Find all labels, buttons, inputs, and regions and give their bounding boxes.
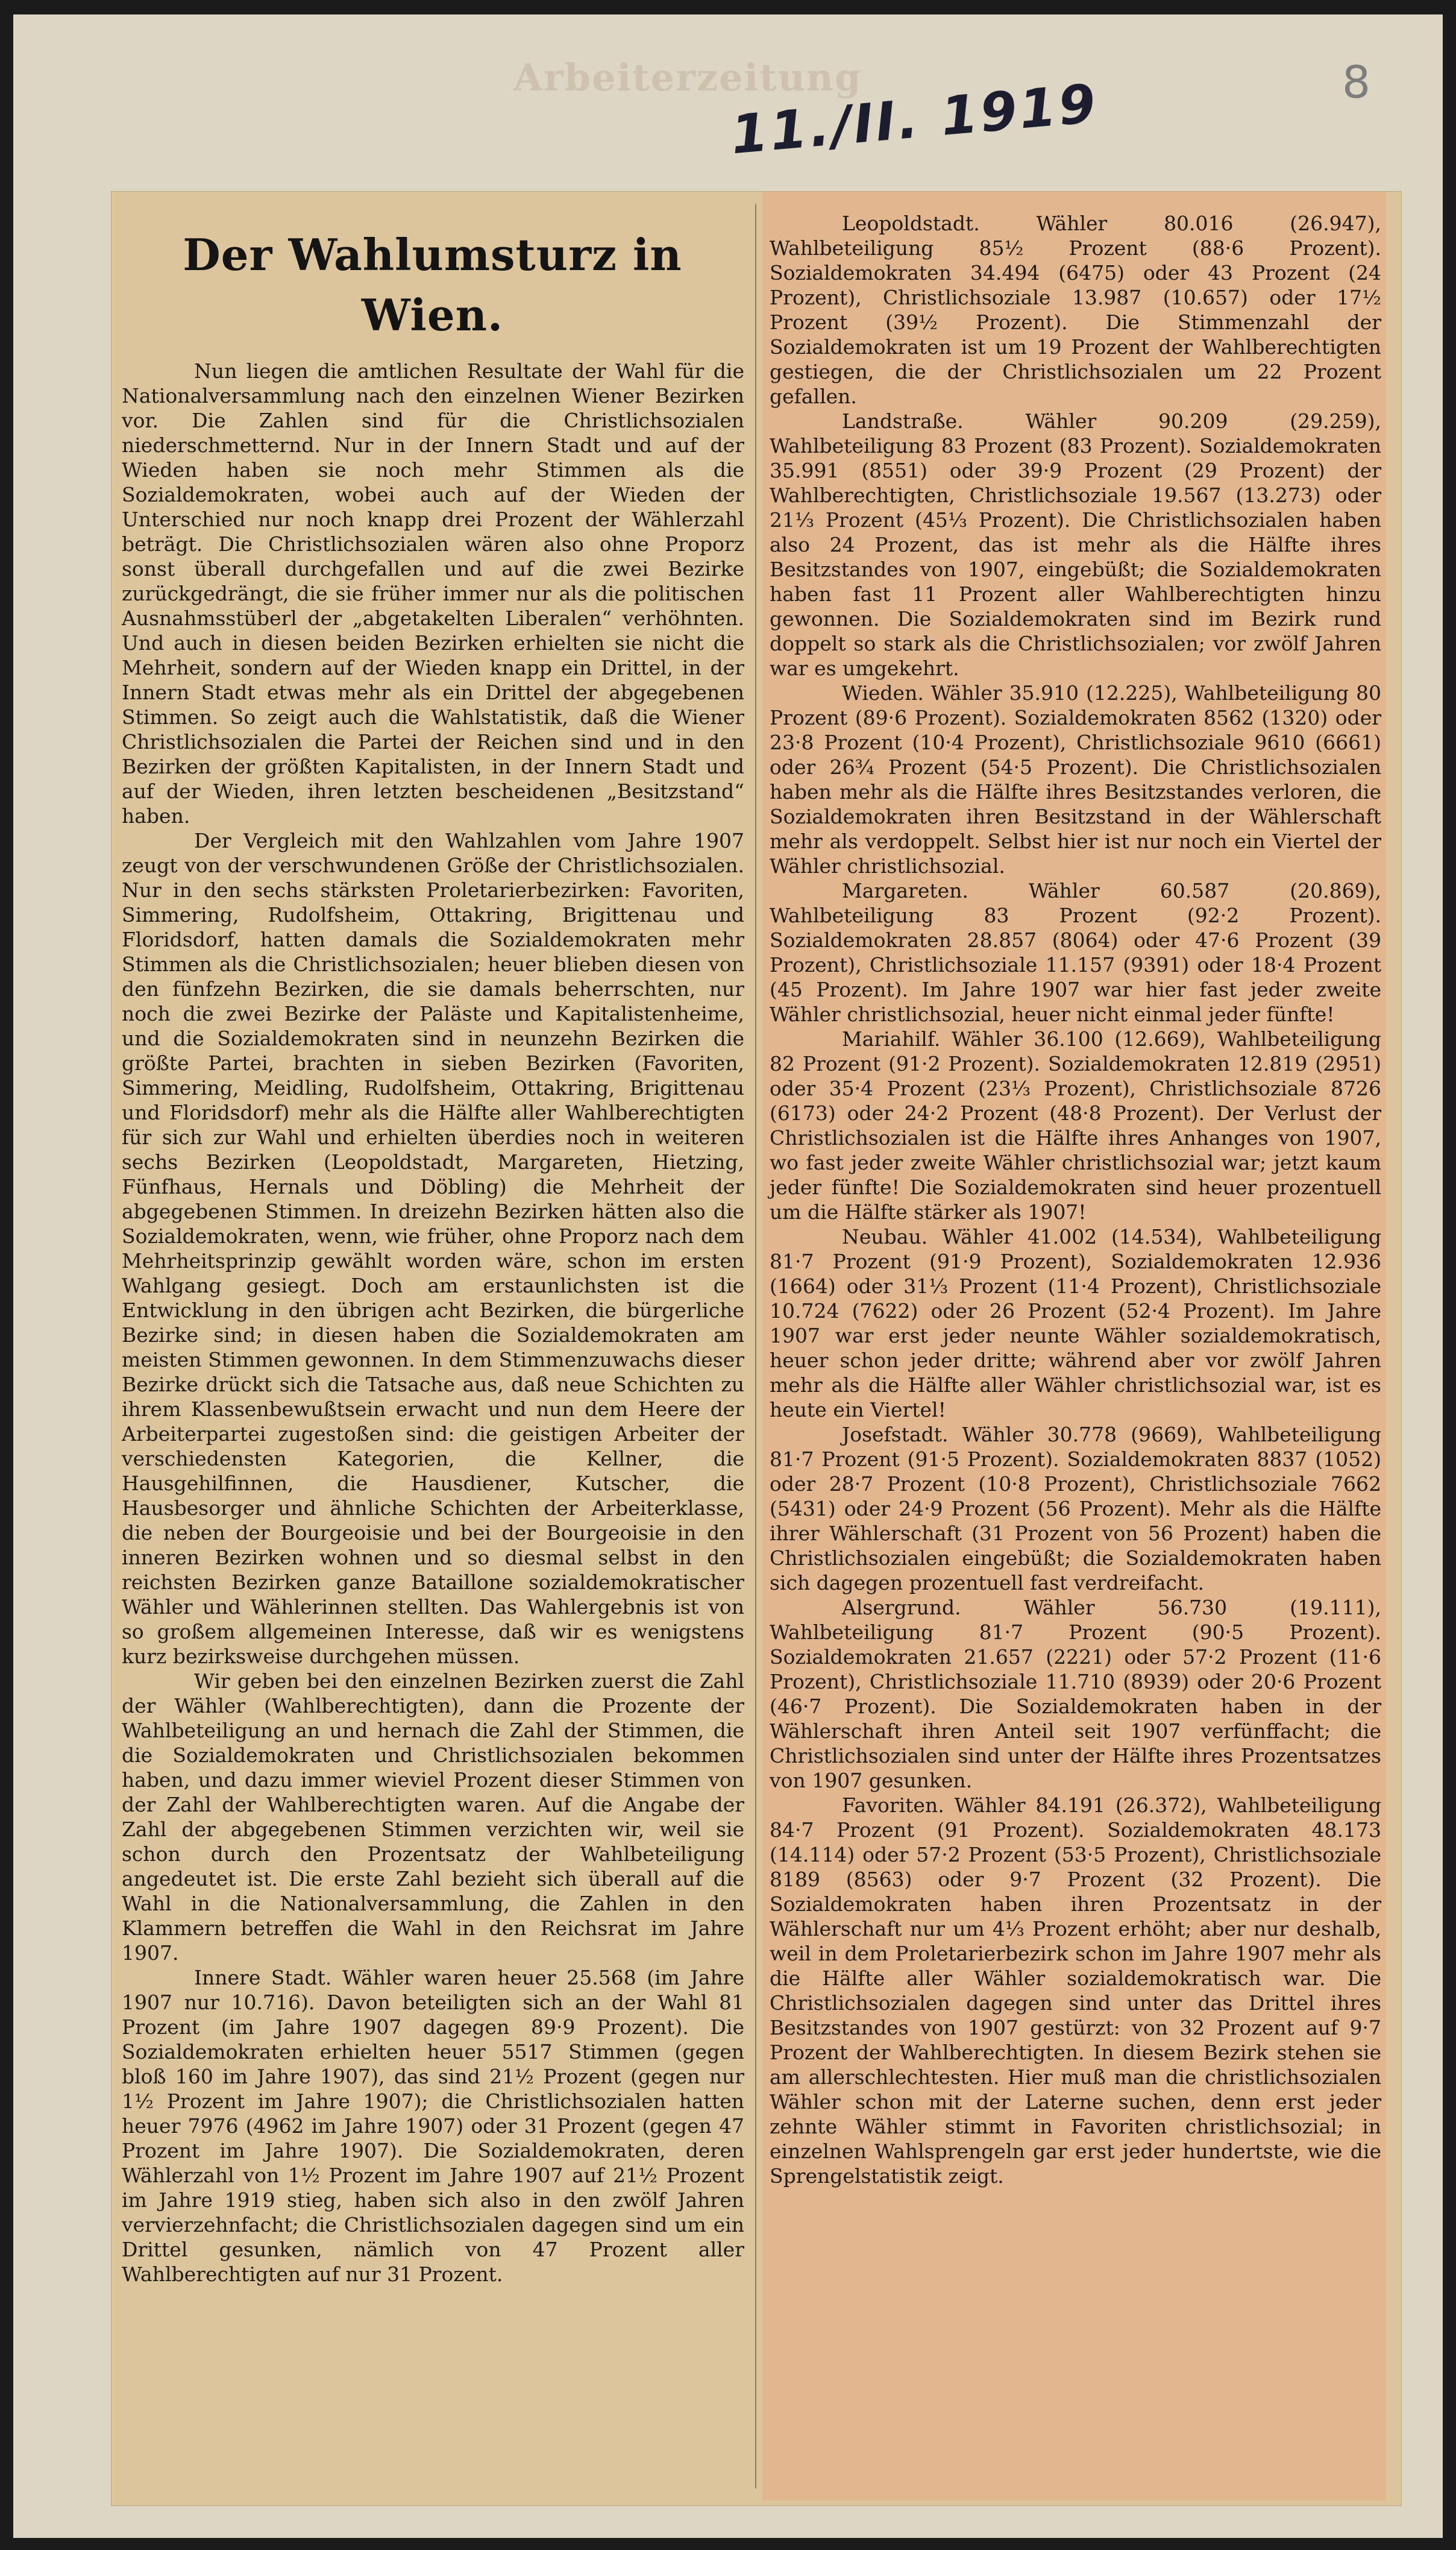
article-headline: Der Wahlumsturz in Wien. — [183, 229, 682, 341]
district-paragraph-mariahilf: Mariahilf. Wähler 36.100 (12.669), Wahlbeteiligung 82 Prozent (91·2 Prozent). Sozialdemokraten 12.819 (2951) oder 35·4 Prozent (23⅓ Prozent), Christlichsoziale 8726 (6173) oder 24·2 Prozent (48·8 Prozent). Der Verlust der Christlichsozialen ist die Hälfte ihres Anhanges von 1907, wo fast jeder zweite Wähler christlichsozial war; jetzt kaum jeder fünfte! Die Sozialdemokraten sind heuer prozentuell um die Hälfte stärker als 1907! — [770, 1027, 1381, 1224]
article-paragraph: Der Vergleich mit den Wahlzahlen vom Jahre 1907 zeugt von der verschwundenen Größe der Christlichsozialen. Nur in den sechs stärksten Proletarierbezirken: Favoriten, Simmering, Rudolfsheim, Ottakring, Brigittenau und Floridsdorf, hatten damals die Sozialdemokraten mehr Stimmen als die Christlichsozialen; heuer blieben diesen von den fünfzehn Bezirken, die sie damals beherrschten, nur noch die zwei Bezirke der Paläste und Kapitalistenheime, und die Sozialdemokraten sind in neunzehn Bezirken die größte Partei, brachten in sieben Bezirken (Favoriten, Simmering, Meidling, Rudolfsheim, Ottakring, Brigittenau und Floridsdorf) mehr als die Hälfte aller Wahlberechtigten für sich zur Wahl und erhielten überdies noch in weiteren sechs Bezirken (Leopoldstadt, Margareten, Hietzing, Fünfhaus, Hernals und Döbling) die Mehrheit der abgegebenen Stimmen. In dreizehn Bezirken hätten also die Sozialdemokraten, wenn, wie früher, ohne Proporz nach dem Mehrheitsprinzip gewählt worden wäre, schon im ersten Wahlgang gesiegt. Doch am erstaunlichsten ist die Entwicklung in den übrigen acht Bezirken, die bürgerliche Bezirke sind; in diesen haben die Sozialdemokraten am meisten Stimmen gewonnen. In dem Stimmenzuwachs dieser Bezirke drückt sich die Tatsache aus, daß neue Schichten zu ihrem Klassenbewußtsein erwacht und nun dem Heere der Arbeiterpartei zugestoßen sind: die geistigen Arbeiter der verschiedensten Kategorien, die Kellner, die Hausgehilfinnen, die Hausdiener, Kutscher, die Hausbesorger und ähnliche Schichten der Arbeiterklasse, die neben der Bourgeoisie und bei der Bourgeoisie in den inneren Bezirken wohnen und so diesmal selbst in den reichsten Bezirken ganze Bataillone sozialdemokratischer Wähler und Wählerinnen stellten. Das Wahlergebnis ist von so großem allgemeinen Interesse, daß wir es wenigstens kurz bezirksweise durchgehen müssen. — [122, 829, 744, 1668]
column-rule — [755, 204, 756, 2489]
district-paragraph-wieden: Wieden. Wähler 35.910 (12.225), Wahlbeteiligung 80 Prozent (89·6 Prozent). Sozialdemokraten 8562 (1320) oder 23·8 Prozent (10·4 Prozent), Christlichsoziale 9610 (6661) oder 26¾ Prozent (54·5 Prozent). Die Christlichsozialen haben mehr als die Hälfte ihres Besitzstandes verloren, die Sozialdemokraten ihren Besitzstand in der Wählerschaft mehr als verdoppelt. Selbst hier ist nur noch ein Viertel der Wähler christlichsozial. — [770, 681, 1381, 878]
district-paragraph-leopoldstadt: Leopoldstadt. Wähler 80.016 (26.947), Wahlbeteiligung 85½ Prozent (88·6 Prozent). Sozialdemokraten 34.494 (6475) oder 43 Prozent (24 Prozent), Christlichsoziale 13.987 (10.657) oder 17½ Prozent (39½ Prozent). Die Stimmenzahl der Sozialdemokraten ist um 19 Prozent der Wahlberechtigten gestiegen, die der Christlichsozialen um 22 Prozent gefallen. — [770, 212, 1381, 408]
district-paragraph-alsergrund: Alsergrund. Wähler 56.730 (19.111), Wahlbeteiligung 81·7 Prozent (90·5 Prozent). Sozialdemokraten 21.657 (2221) oder 57·2 Prozent (11·6 Prozent), Christlichsoziale 11.710 (8939) oder 20·6 Prozent (46·7 Prozent). Die Sozialdemokraten haben in der Wählerschaft ihren Anteil seit 1907 verfünffacht; die Christlichsozialen sind unter der Hälfte ihres Prozentsatzes von 1907 gesunken. — [770, 1596, 1381, 1792]
article-paragraph: Nun liegen die amtlichen Resultate der Wahl für die Nationalversammlung nach den einzelnen Wiener Bezirken vor. Die Zahlen sind für die Christlichsozialen niederschmetternd. Nur in der Innern Stadt und auf der Wieden haben sie noch mehr Stimmen als die Sozialdemokraten, wobei auch auf der Wieden der Unterschied nur noch knapp drei Prozent der Wählerzahl beträgt. Die Christlichsozialen wären also ohne Proporz sonst überall durchgefallen und auf die zwei Bezirke zurückgedrängt, die sie früher immer nur als die politischen Ausnahmsstüberl der „abgetakelten Liberalen“ verhöhnten. Und auch in diesen beiden Bezirken erhielten sie nicht die Mehrheit, sondern auf der Wieden knapp ein Drittel, in der Innern Stadt etwas mehr als ein Drittel der abgegebenen Stimmen. So zeigt auch die Wahlstatistik, daß die Wiener Christlichsozialen die Partei der Reichen sind und in den Bezirken der größten Kapitalisten, in der Innern Stadt und auf der Wieden, ihren letzten bescheidenen „Besitzstand“ haben. — [122, 359, 744, 828]
newspaper-clipping — [111, 192, 1401, 2505]
district-paragraph-innere-stadt: Innere Stadt. Wähler waren heuer 25.568 (im Jahre 1907 nur 10.716). Davon beteiligten sich an der Wahl 81 Prozent (im Jahre 1907 dagegen 89·9 Prozent). Die Sozialdemokraten erhielten heuer 5517 Stimmen (gegen bloß 160 im Jahre 1907), das sind 21½ Prozent (gegen nur 1½ Prozent im Jahre 1907); die Christlichsozialen hatten heuer 7976 (4962 im Jahre 1907) oder 31 Prozent (gegen 47 Prozent im Jahre 1907). Die Sozialdemokraten, deren Wählerzahl von 1½ Prozent im Jahre 1907 auf 21½ Prozent im Jahre 1919 stieg, haben sich also in den zwölf Jahren vervierzehnfacht; die Christlichsozialen dagegen sind um ein Drittel gesunken, nämlich von 47 Prozent aller Wahlberechtigten auf nur 31 Prozent. — [122, 1966, 744, 2286]
district-paragraph-favoriten: Favoriten. Wähler 84.191 (26.372), Wahlbeteiligung 84·7 Prozent (91 Prozent). Sozialdemokraten 48.173 (14.114) oder 57·2 Prozent (53·5 Prozent), Christlichsoziale 8189 (8563) oder 9·7 Prozent (32 Prozent). Die Sozialdemokraten haben ihren Prozentsatz in der Wählerschaft nur um 4⅓ Prozent erhöht; aber nur deshalb, weil in dem Proletarierbezirk schon im Jahre 1907 mehr als die Hälfte aller Wähler sozialdemokratisch war. Die Christlichsozialen dagegen sind unter das Drittel ihres Besitzstandes von 1907 gestürzt: von 32 Prozent auf 9·7 Prozent der Wahlberechtigten. In diesem Bezirk stehen sie am allerschlechtesten. Hier muß man die christlichsozialen Wähler schon mit der Laterne suchen, denn erst jeder zehnte Wähler stimmt in Favoriten christlichsozial; in einzelnen Wahlsprengeln gar erst jeder hundertste, wie die Sprengelstatistik zeigt. — [770, 1793, 1381, 2188]
page-number: 8 — [1342, 57, 1371, 109]
district-paragraph-neubau: Neubau. Wähler 41.002 (14.534), Wahlbeteiligung 81·7 Prozent (91·9 Prozent), Sozialdemokraten 12.936 (1664) oder 31⅓ Prozent (11·4 Prozent), Christlichsoziale 10.724 (7622) oder 26 Prozent (52·4 Prozent). Im Jahre 1907 war erst jeder neunte Wähler sozialdemokratisch, heuer schon jeder dritte; während aber vor zwölf Jahren mehr als die Hälfte aller Wähler christlichsozial war, ist es heute ein Viertel! — [770, 1225, 1381, 1421]
newspaper-source-stamp: Arbeiterzeitung — [513, 55, 862, 99]
article-paragraph: Wir geben bei den einzelnen Bezirken zuerst die Zahl der Wähler (Wahlberechtigten), dann die Prozente der Wahlbeteiligung an und hernach die Zahl der Stimmen, die die Sozialdemokraten und Christlichsozialen bekommen haben, und dazu immer wieviel Prozent dieser Stimmen von der Zahl der Wahlberechtigten waren. Auf die Angabe der Zahl der abgegebenen Stimmen verzichten wir, weil sie schon durch den Prozentsatz der Wahlbeteiligung angedeutet ist. Die erste Zahl bezieht sich überall auf die Wahl in die Nationalversammlung, die Zahlen in den Klammern betreffen die Wahl in den Reichsrat im Jahre 1907. — [122, 1669, 744, 1965]
district-paragraph-josefstadt: Josefstadt. Wähler 30.778 (9669), Wahlbeteiligung 81·7 Prozent (91·5 Prozent). Sozialdemokraten 8837 (1052) oder 28·7 Prozent (10·8 Prozent), Christlichsoziale 7662 (5431) oder 24·9 Prozent (56 Prozent). Mehr als die Hälfte ihrer Wählerschaft (31 Prozent von 56 Prozent) haben die Christlichsozialen eingebüßt; die Sozialdemokraten haben sich dagegen prozentuell fast verdreifacht. — [770, 1423, 1381, 1595]
district-paragraph-landstrasse: Landstraße. Wähler 90.209 (29.259), Wahlbeteiligung 83 Prozent (83 Prozent). Sozialdemokraten 35.991 (8551) oder 39·9 Prozent (29 Prozent) der Wahlberechtigten, Christlichsoziale 19.567 (13.273) oder 21⅓ Prozent (45⅓ Prozent). Die Christlichsozialen haben also 24 Prozent, das ist mehr als die Hälfte ihres Besitzstandes von 1907, eingebüßt; die Sozialdemokraten haben fast 11 Prozent aller Wahlberechtigten hinzu gewonnen. Die Sozialdemokraten sind im Bezirk rund doppelt so stark als die Christlichsozialen; vor zwölf Jahren war es umgekehrt. — [770, 409, 1381, 680]
handwritten-date: 11./II. 1919 — [728, 72, 1100, 166]
article-column-left — [115, 192, 750, 2495]
article-column-right — [762, 192, 1386, 2501]
district-paragraph-margareten: Margareten. Wähler 60.587 (20.869), Wahlbeteiligung 83 Prozent (92·2 Prozent). Sozialdemokraten 28.857 (8064) oder 47·6 Prozent (39 Prozent), Christlichsoziale 11.157 (9391) oder 18·4 Prozent (45 Prozent). Im Jahre 1907 war hier fast jeder zweite Wähler christlichsozial, heuer nicht einmal jeder fünfte! — [770, 879, 1381, 1026]
